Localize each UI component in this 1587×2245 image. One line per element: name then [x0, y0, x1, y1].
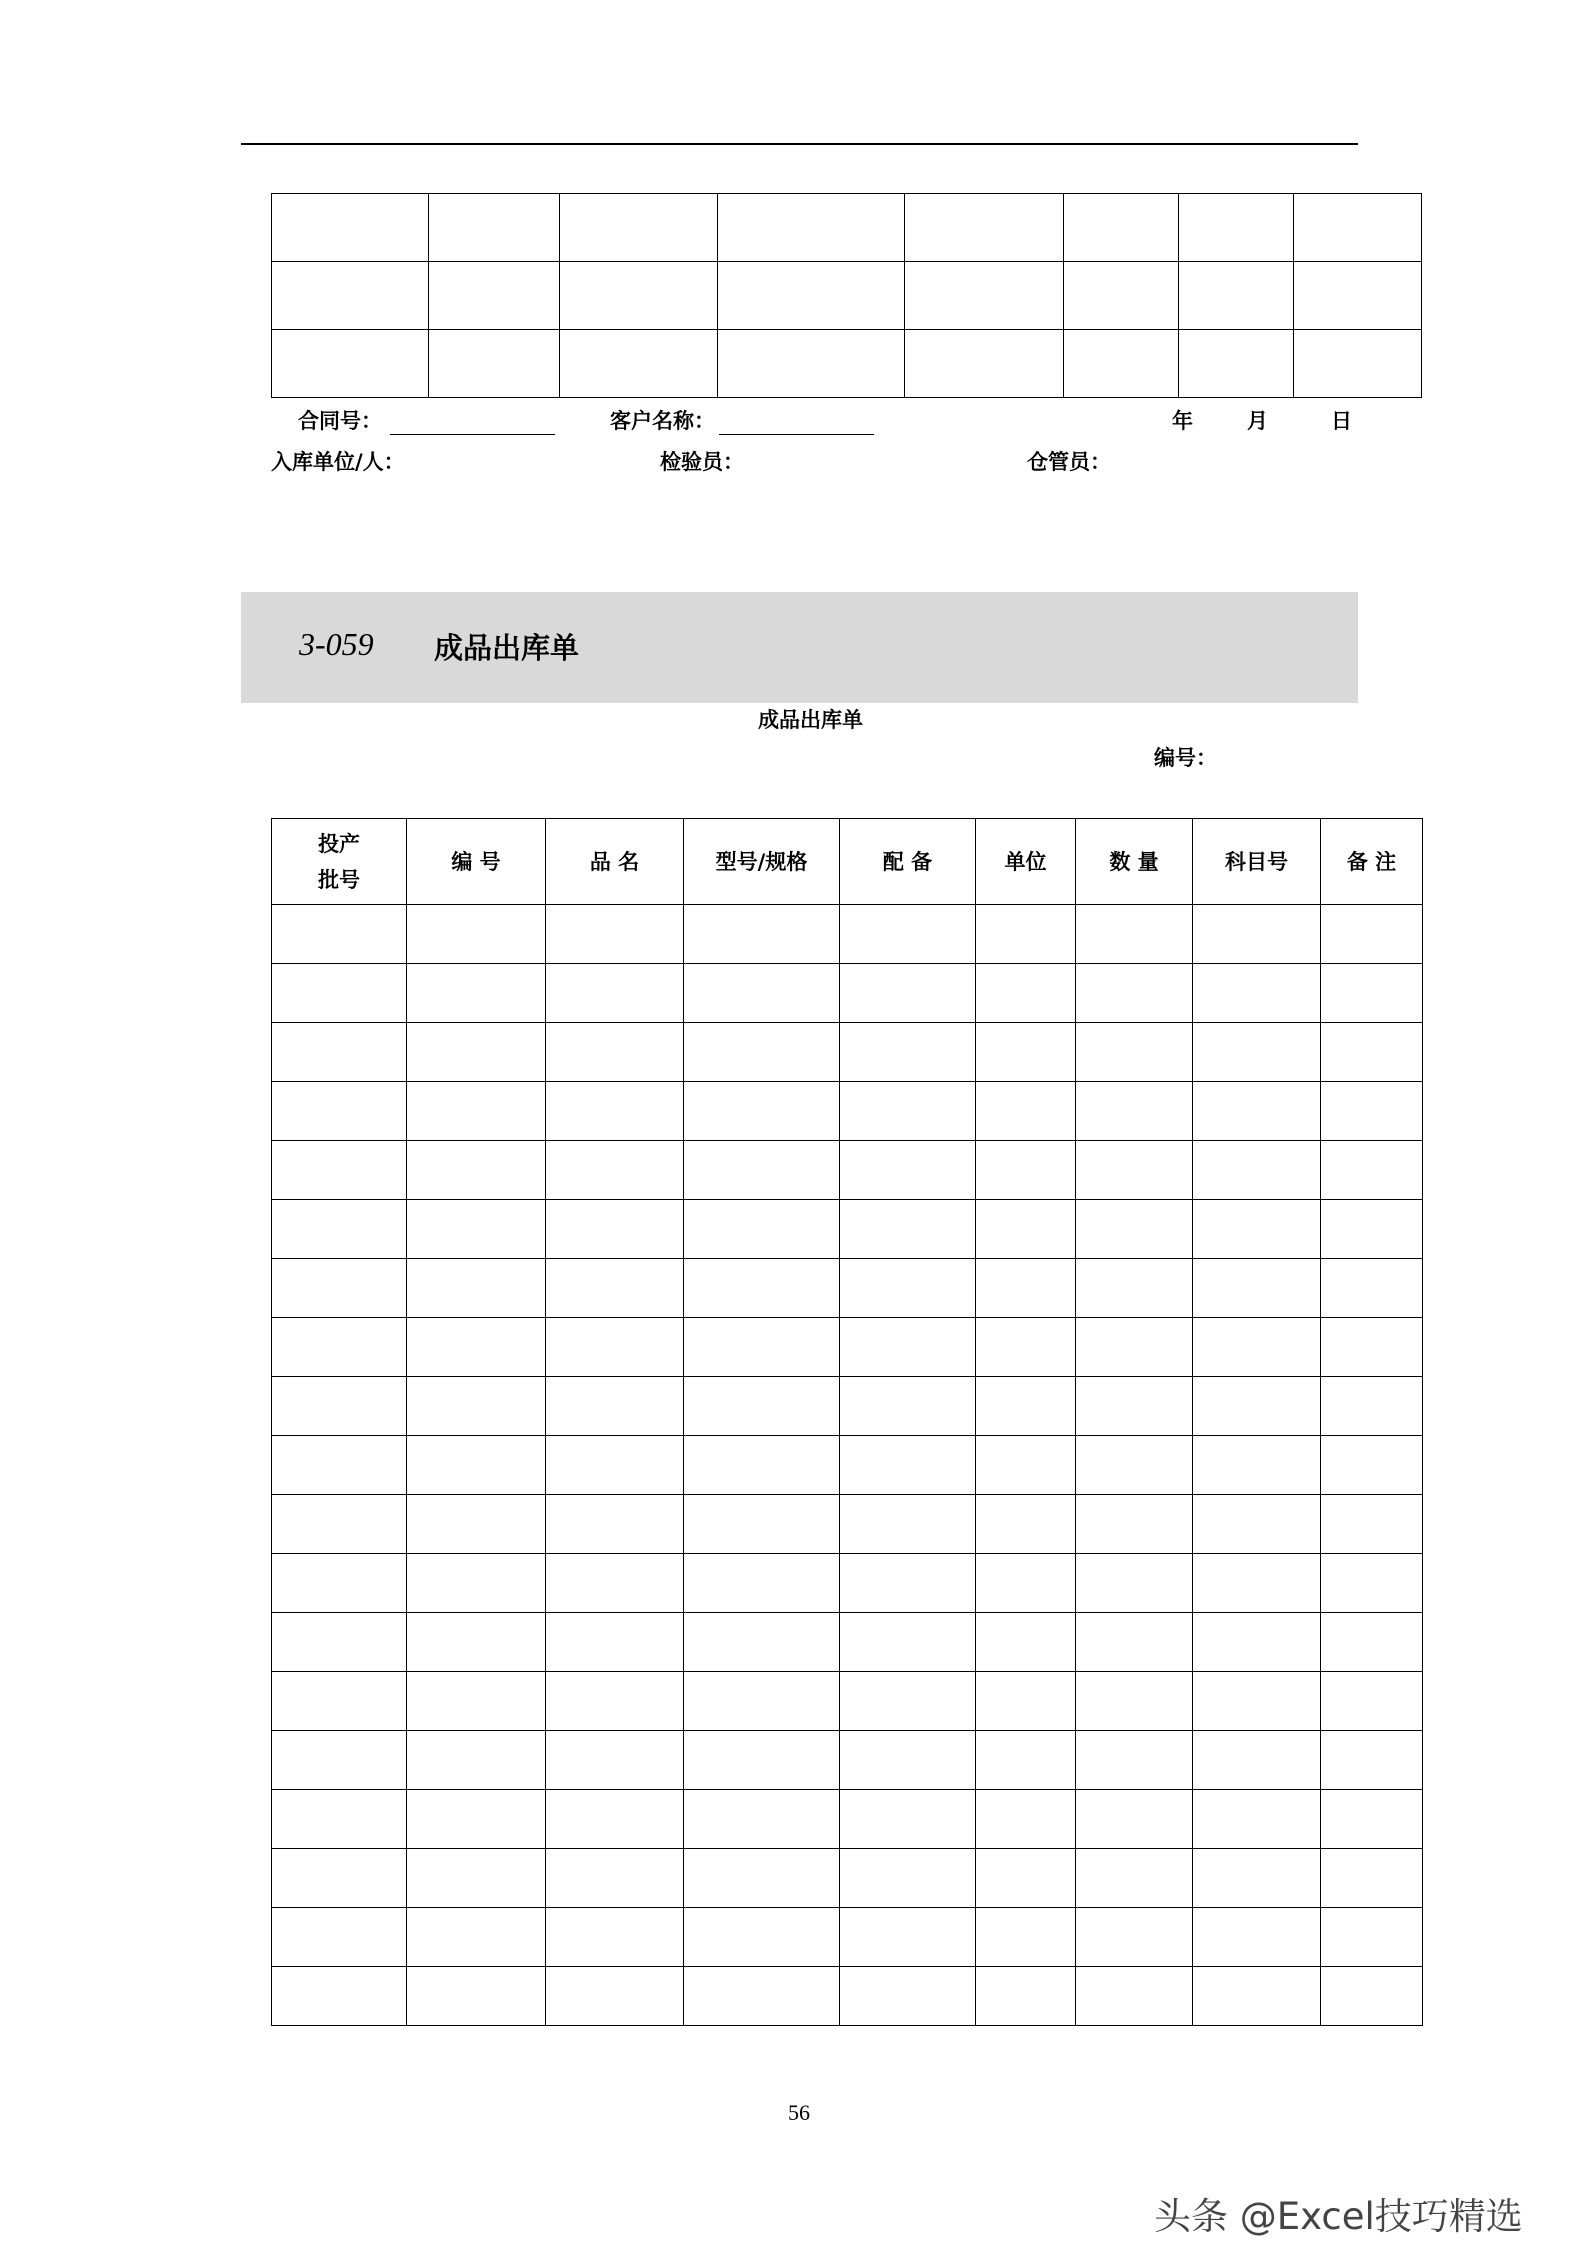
table-cell[interactable] [840, 1377, 976, 1436]
table-cell[interactable] [272, 1377, 407, 1436]
table-cell[interactable] [560, 262, 718, 330]
table-cell[interactable] [1179, 330, 1294, 398]
table-cell[interactable] [272, 1731, 407, 1790]
contract-input-line[interactable] [390, 412, 555, 435]
table-cell[interactable] [905, 262, 1064, 330]
table-cell[interactable] [684, 1259, 840, 1318]
table-cell[interactable] [840, 905, 976, 964]
table-cell[interactable] [407, 1082, 546, 1141]
table-cell[interactable] [684, 1849, 840, 1908]
column-header: 型号/规格 [684, 819, 840, 905]
table-cell[interactable] [407, 1318, 546, 1377]
table-row [272, 1790, 1423, 1849]
table-cell[interactable] [840, 1554, 976, 1613]
outbound-form-table [271, 818, 1423, 2026]
table-cell[interactable] [1294, 330, 1422, 398]
column-header: 品 名 [546, 819, 684, 905]
table-cell[interactable] [546, 1790, 684, 1849]
table-cell[interactable] [684, 964, 840, 1023]
table-cell[interactable] [272, 964, 407, 1023]
table-cell[interactable] [684, 1141, 840, 1200]
table-cell[interactable] [1179, 194, 1294, 262]
table-cell[interactable] [976, 964, 1076, 1023]
table-cell[interactable] [1321, 1377, 1423, 1436]
table-cell[interactable] [1193, 1495, 1321, 1554]
table-row [272, 262, 1422, 330]
table-cell[interactable] [407, 1436, 546, 1495]
table-cell[interactable] [272, 262, 429, 330]
table-cell[interactable] [976, 1023, 1076, 1082]
table-cell[interactable] [684, 1790, 840, 1849]
table-cell[interactable] [840, 1908, 976, 1967]
table-cell[interactable] [407, 1790, 546, 1849]
year-label: 年 [1172, 409, 1193, 433]
table-cell[interactable] [1193, 964, 1321, 1023]
table-cell[interactable] [1076, 964, 1193, 1023]
table-cell[interactable] [684, 1967, 840, 2026]
table-cell[interactable] [1294, 262, 1422, 330]
table-cell[interactable] [1076, 1908, 1193, 1967]
section-title: 成品出库单 [434, 631, 580, 665]
table-cell[interactable] [718, 330, 905, 398]
table-cell[interactable] [429, 262, 560, 330]
table-cell[interactable] [546, 1672, 684, 1731]
table-cell[interactable] [976, 1908, 1076, 1967]
table-cell[interactable] [546, 1436, 684, 1495]
table-cell[interactable] [840, 1200, 976, 1259]
table-cell[interactable] [1179, 262, 1294, 330]
table-cell[interactable] [1321, 1023, 1423, 1082]
table-cell[interactable] [1076, 1967, 1193, 2026]
table-cell[interactable] [976, 1318, 1076, 1377]
table-cell[interactable] [1294, 194, 1422, 262]
table-cell[interactable] [976, 905, 1076, 964]
table-cell[interactable] [840, 1672, 976, 1731]
day-label: 日 [1331, 409, 1352, 433]
table-cell[interactable] [1321, 1731, 1423, 1790]
table-cell[interactable] [976, 1200, 1076, 1259]
table-cell[interactable] [1321, 1200, 1423, 1259]
table-cell[interactable] [1321, 1495, 1423, 1554]
month-label: 月 [1247, 409, 1268, 433]
table-cell[interactable] [684, 1554, 840, 1613]
table-cell[interactable] [546, 1967, 684, 2026]
column-header: 单位 [976, 819, 1076, 905]
table-cell[interactable] [546, 1082, 684, 1141]
table-row [272, 1259, 1423, 1318]
table-cell[interactable] [272, 1672, 407, 1731]
table-cell[interactable] [1321, 1141, 1423, 1200]
table-cell[interactable] [1076, 1200, 1193, 1259]
table-row [272, 905, 1423, 964]
table-row [272, 1318, 1423, 1377]
table-cell[interactable] [840, 1141, 976, 1200]
table-row [272, 1613, 1423, 1672]
unit-label: 入库单位/人： [271, 450, 405, 474]
table-cell[interactable] [1076, 1436, 1193, 1495]
table-cell[interactable] [429, 330, 560, 398]
table-row [272, 1436, 1423, 1495]
table-cell[interactable] [718, 262, 905, 330]
table-cell[interactable] [684, 1377, 840, 1436]
table-row [272, 1495, 1423, 1554]
column-header: 备 注 [1321, 819, 1423, 905]
table-cell[interactable] [1076, 1554, 1193, 1613]
table-cell[interactable] [407, 1023, 546, 1082]
table-cell[interactable] [976, 1141, 1076, 1200]
table-cell[interactable] [1193, 1377, 1321, 1436]
table-cell[interactable] [546, 905, 684, 964]
table-cell[interactable] [840, 1318, 976, 1377]
table-cell[interactable] [546, 964, 684, 1023]
customer-label: 客户名称： [610, 409, 715, 433]
keeper-label: 仓管员： [1027, 450, 1111, 474]
table-cell[interactable] [546, 1318, 684, 1377]
table-cell[interactable] [684, 1200, 840, 1259]
table-cell[interactable] [976, 1613, 1076, 1672]
table-cell[interactable] [840, 1259, 976, 1318]
table-cell[interactable] [1193, 1731, 1321, 1790]
table-cell[interactable] [1193, 1200, 1321, 1259]
table-row [272, 330, 1422, 398]
table-cell[interactable] [1076, 905, 1193, 964]
table-cell[interactable] [1321, 1318, 1423, 1377]
table-cell[interactable] [1321, 1967, 1423, 2026]
table-cell[interactable] [1321, 1672, 1423, 1731]
table-cell[interactable] [546, 1200, 684, 1259]
table-cell[interactable] [1076, 1849, 1193, 1908]
table-cell[interactable] [684, 1672, 840, 1731]
table-cell[interactable] [1193, 1141, 1321, 1200]
table-cell[interactable] [840, 964, 976, 1023]
table-cell[interactable] [1193, 1849, 1321, 1908]
table-cell[interactable] [272, 905, 407, 964]
table-cell[interactable] [272, 1141, 407, 1200]
table-cell[interactable] [840, 1849, 976, 1908]
table-cell[interactable] [1064, 330, 1179, 398]
table-row [272, 1908, 1423, 1967]
table-cell[interactable] [407, 964, 546, 1023]
table-cell[interactable] [840, 1495, 976, 1554]
table-cell[interactable] [1076, 1731, 1193, 1790]
column-header: 数 量 [1076, 819, 1193, 905]
table-cell[interactable] [1076, 1377, 1193, 1436]
table-cell[interactable] [1321, 1908, 1423, 1967]
table-cell[interactable] [1193, 1790, 1321, 1849]
table-cell[interactable] [840, 1790, 976, 1849]
table-cell[interactable] [1193, 1613, 1321, 1672]
table-cell[interactable] [1193, 1318, 1321, 1377]
table-cell[interactable] [840, 1436, 976, 1495]
table-cell[interactable] [272, 1790, 407, 1849]
header-row [272, 819, 1423, 905]
table-cell[interactable] [1193, 1259, 1321, 1318]
table-cell[interactable] [684, 1436, 840, 1495]
table-cell[interactable] [560, 330, 718, 398]
table-cell[interactable] [718, 194, 905, 262]
table-cell[interactable] [407, 1672, 546, 1731]
table-cell[interactable] [272, 1259, 407, 1318]
customer-field [610, 405, 874, 435]
table-cell[interactable] [1321, 1613, 1423, 1672]
table-cell[interactable] [272, 1082, 407, 1141]
contract-label: 合同号： [298, 409, 382, 433]
table-cell[interactable] [1193, 1436, 1321, 1495]
table-cell[interactable] [684, 1318, 840, 1377]
table-cell[interactable] [1321, 1436, 1423, 1495]
table-row [272, 1731, 1423, 1790]
table-cell[interactable] [407, 905, 546, 964]
table-cell[interactable] [976, 1731, 1076, 1790]
table-cell[interactable] [976, 1554, 1076, 1613]
table-row [272, 1023, 1423, 1082]
table-cell[interactable] [976, 1495, 1076, 1554]
table-cell[interactable] [1321, 1849, 1423, 1908]
table-cell[interactable] [976, 1672, 1076, 1731]
serial-label: 编号： [1154, 746, 1217, 770]
table-cell[interactable] [1076, 1672, 1193, 1731]
table-row [272, 194, 1422, 262]
customer-input-line[interactable] [719, 412, 874, 435]
table-cell[interactable] [1076, 1613, 1193, 1672]
table-cell[interactable] [840, 1082, 976, 1141]
table-cell[interactable] [546, 1023, 684, 1082]
table-cell[interactable] [546, 1849, 684, 1908]
table-cell[interactable] [546, 1554, 684, 1613]
inspector-label: 检验员： [660, 450, 744, 474]
table-cell[interactable] [1076, 1790, 1193, 1849]
table-cell[interactable] [684, 1613, 840, 1672]
table-cell[interactable] [684, 905, 840, 964]
table-cell[interactable] [1076, 1023, 1193, 1082]
table-cell[interactable] [407, 1613, 546, 1672]
table-cell[interactable] [1321, 1259, 1423, 1318]
table-cell[interactable] [1193, 905, 1321, 964]
table-cell[interactable] [976, 1377, 1076, 1436]
table-cell[interactable] [407, 1259, 546, 1318]
table-cell[interactable] [272, 1554, 407, 1613]
table-cell[interactable] [407, 1967, 546, 2026]
table-cell[interactable] [684, 1495, 840, 1554]
table-row [272, 1967, 1423, 2026]
watermark: 头条 @Excel技巧精选 [1154, 2195, 1523, 2238]
page-number: 56 [788, 2100, 810, 2125]
table-cell[interactable] [407, 1141, 546, 1200]
table-cell[interactable] [840, 1613, 976, 1672]
table-cell[interactable] [1321, 964, 1423, 1023]
table-cell[interactable] [1193, 1554, 1321, 1613]
table-cell[interactable] [1193, 1908, 1321, 1967]
table-row [272, 964, 1423, 1023]
table-cell[interactable] [272, 1967, 407, 2026]
table-cell[interactable] [1321, 905, 1423, 964]
table-cell[interactable] [272, 1023, 407, 1082]
table-cell[interactable] [976, 1436, 1076, 1495]
column-header: 配 备 [840, 819, 976, 905]
table-row [272, 1672, 1423, 1731]
table-cell[interactable] [1076, 1318, 1193, 1377]
column-header: 编 号 [407, 819, 546, 905]
table-cell[interactable] [546, 1377, 684, 1436]
table-cell[interactable] [840, 1731, 976, 1790]
table-cell[interactable] [976, 1082, 1076, 1141]
table-cell[interactable] [546, 1259, 684, 1318]
table-cell[interactable] [1064, 194, 1179, 262]
table-cell[interactable] [684, 1082, 840, 1141]
table-cell[interactable] [272, 1495, 407, 1554]
table-row [272, 1082, 1423, 1141]
table-cell[interactable] [840, 1967, 976, 2026]
table-cell[interactable] [407, 1849, 546, 1908]
table-cell[interactable] [272, 1613, 407, 1672]
table-cell[interactable] [905, 194, 1064, 262]
table-cell[interactable] [407, 1495, 546, 1554]
table-cell[interactable] [1321, 1790, 1423, 1849]
table-row [272, 1849, 1423, 1908]
table-cell[interactable] [546, 1141, 684, 1200]
table-cell[interactable] [1321, 1082, 1423, 1141]
table-cell[interactable] [1193, 1082, 1321, 1141]
table-row [272, 1554, 1423, 1613]
table-cell[interactable] [407, 1731, 546, 1790]
table-cell[interactable] [546, 1908, 684, 1967]
table-cell[interactable] [546, 1613, 684, 1672]
table-row [272, 1200, 1423, 1259]
table-row [272, 1377, 1423, 1436]
column-header: 科目号 [1193, 819, 1321, 905]
table-cell[interactable] [1076, 1082, 1193, 1141]
table-cell[interactable] [1193, 1672, 1321, 1731]
table-cell[interactable] [1064, 262, 1179, 330]
contract-field [298, 405, 555, 435]
table-cell[interactable] [272, 1849, 407, 1908]
table-cell[interactable] [684, 1908, 840, 1967]
inbound-form-table [271, 193, 1422, 398]
table-cell[interactable] [976, 1849, 1076, 1908]
table-cell[interactable] [272, 194, 429, 262]
table-cell[interactable] [1193, 1967, 1321, 2026]
table-cell[interactable] [272, 1908, 407, 1967]
table-cell[interactable] [1076, 1259, 1193, 1318]
table-cell[interactable] [1321, 1554, 1423, 1613]
table-cell[interactable] [407, 1200, 546, 1259]
table-cell[interactable] [272, 1436, 407, 1495]
table-cell[interactable] [429, 194, 560, 262]
table-cell[interactable] [1193, 1023, 1321, 1082]
table-cell[interactable] [407, 1554, 546, 1613]
table-cell[interactable] [684, 1023, 840, 1082]
table-cell[interactable] [407, 1908, 546, 1967]
section-banner [241, 592, 1358, 703]
table-cell[interactable] [272, 1318, 407, 1377]
table-cell[interactable] [1076, 1495, 1193, 1554]
form-title: 成品出库单 [758, 708, 863, 732]
header-rule [241, 143, 1358, 145]
table-cell[interactable] [272, 330, 429, 398]
table-cell[interactable] [407, 1377, 546, 1436]
table-cell[interactable] [684, 1731, 840, 1790]
table-cell[interactable] [840, 1023, 976, 1082]
column-header: 投产 批号 [272, 819, 407, 905]
table-row [272, 1141, 1423, 1200]
table-cell[interactable] [905, 330, 1064, 398]
table-cell[interactable] [976, 1259, 1076, 1318]
table-cell[interactable] [976, 1790, 1076, 1849]
table-cell[interactable] [1076, 1141, 1193, 1200]
table-cell[interactable] [976, 1967, 1076, 2026]
table-cell[interactable] [560, 194, 718, 262]
table-cell[interactable] [546, 1495, 684, 1554]
section-number: 3-059 [299, 626, 374, 662]
table-cell[interactable] [546, 1731, 684, 1790]
table-cell[interactable] [272, 1200, 407, 1259]
